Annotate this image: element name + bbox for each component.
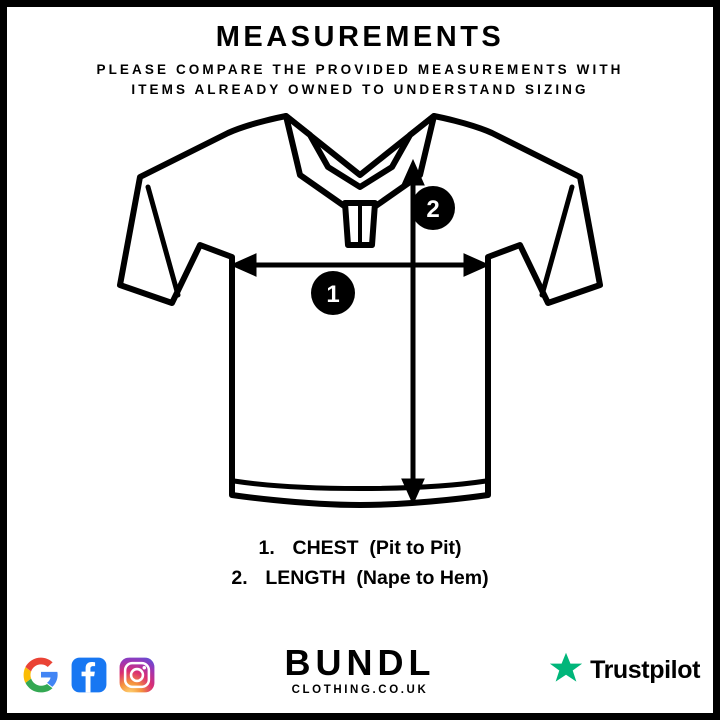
legend-item-length: [0, 563, 720, 593]
legend-name: CHEST: [292, 537, 359, 559]
legend: [0, 533, 720, 593]
svg-text:1: 1: [326, 281, 340, 308]
trustpilot-logo[interactable]: [549, 651, 700, 690]
footer: [0, 636, 720, 706]
polo-shirt-diagram: [0, 105, 720, 515]
svg-text:2: 2: [426, 196, 440, 223]
brand-name: BUNDL: [284, 642, 436, 683]
page-subtitle-line2: ITEMS ALREADY OWNED TO UNDERSTAND SIZING: [131, 82, 589, 97]
shirt-outline: [120, 116, 600, 505]
instagram-icon[interactable]: [118, 656, 156, 694]
page-title: MEASUREMENTS: [215, 21, 505, 53]
legend-name: LENGTH: [265, 567, 346, 589]
legend-detail: (Pit to Pit): [369, 537, 462, 559]
legend-detail: (Nape to Hem): [356, 567, 489, 589]
social-icons: [22, 656, 156, 694]
header: [0, 20, 720, 100]
length-marker-2: [411, 186, 455, 230]
facebook-icon[interactable]: [70, 656, 108, 694]
legend-number: 1.: [258, 537, 275, 559]
trustpilot-star-icon: [549, 651, 583, 690]
chest-marker-1: [311, 271, 355, 315]
legend-number: 2.: [231, 567, 248, 589]
frame-border-bottom: [0, 713, 720, 720]
page-subtitle-line1: PLEASE COMPARE THE PROVIDED MEASUREMENTS WITH: [96, 62, 624, 77]
frame-border-top: [0, 0, 720, 7]
google-icon[interactable]: [22, 656, 60, 694]
brand-logo: [285, 644, 436, 696]
legend-item-chest: [0, 533, 720, 563]
brand-website: CLOTHING.CO.UK: [291, 684, 429, 696]
trustpilot-label: Trustpilot: [590, 656, 700, 684]
